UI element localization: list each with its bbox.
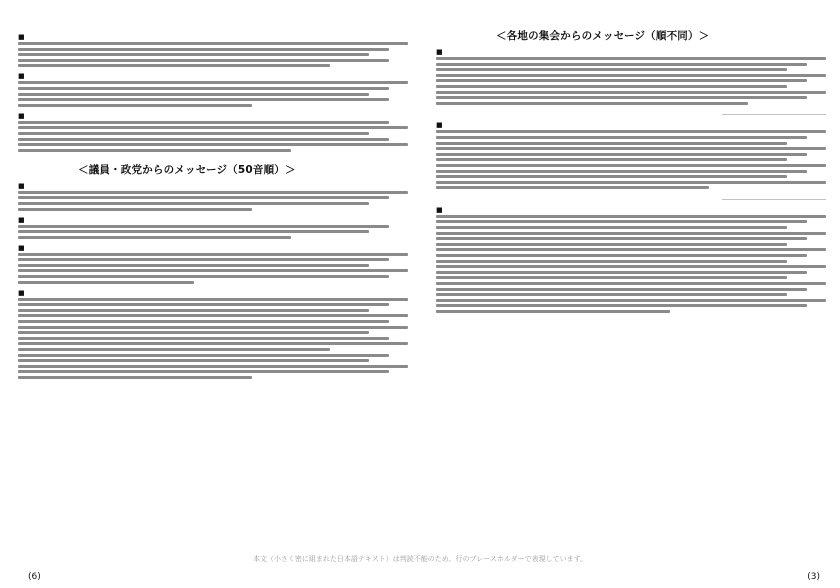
- body-text-block: ■: [18, 72, 408, 106]
- left-page: [18, 28, 408, 573]
- page-number: (3): [807, 572, 820, 582]
- body-text-block: ■: [18, 112, 408, 152]
- body-text-block: ■: [436, 206, 826, 313]
- signature-placeholder: ＿＿＿＿＿＿＿＿＿＿＿＿＿＿＿＿: [722, 108, 826, 117]
- body-text-block: ■: [18, 289, 408, 379]
- illegible-text-note: 本文（小さく密に組まれた日本語テキスト）は判読不能のため、行のプレースホルダーで表現しています。: [252, 555, 588, 563]
- section-heading: ＜議員・政党からのメッセージ（50音順）＞: [78, 163, 296, 176]
- body-text-block: ■: [18, 244, 408, 284]
- page-number: (6): [28, 572, 41, 582]
- body-text-block: [18, 33, 408, 67]
- right-page: [436, 28, 826, 573]
- section-heading: ＜各地の集会からのメッセージ（順不同）＞: [496, 30, 710, 42]
- body-text-block: ■: [18, 216, 408, 239]
- body-text-block: ■ ＿＿＿＿＿＿＿＿＿＿＿＿＿＿＿＿: [436, 121, 826, 201]
- body-text-block: ■ ＿＿＿＿＿＿＿＿＿＿＿＿＿＿＿＿: [436, 48, 826, 117]
- body-text-block: ■: [18, 182, 408, 211]
- item-heading-placeholder: ■: [18, 33, 25, 41]
